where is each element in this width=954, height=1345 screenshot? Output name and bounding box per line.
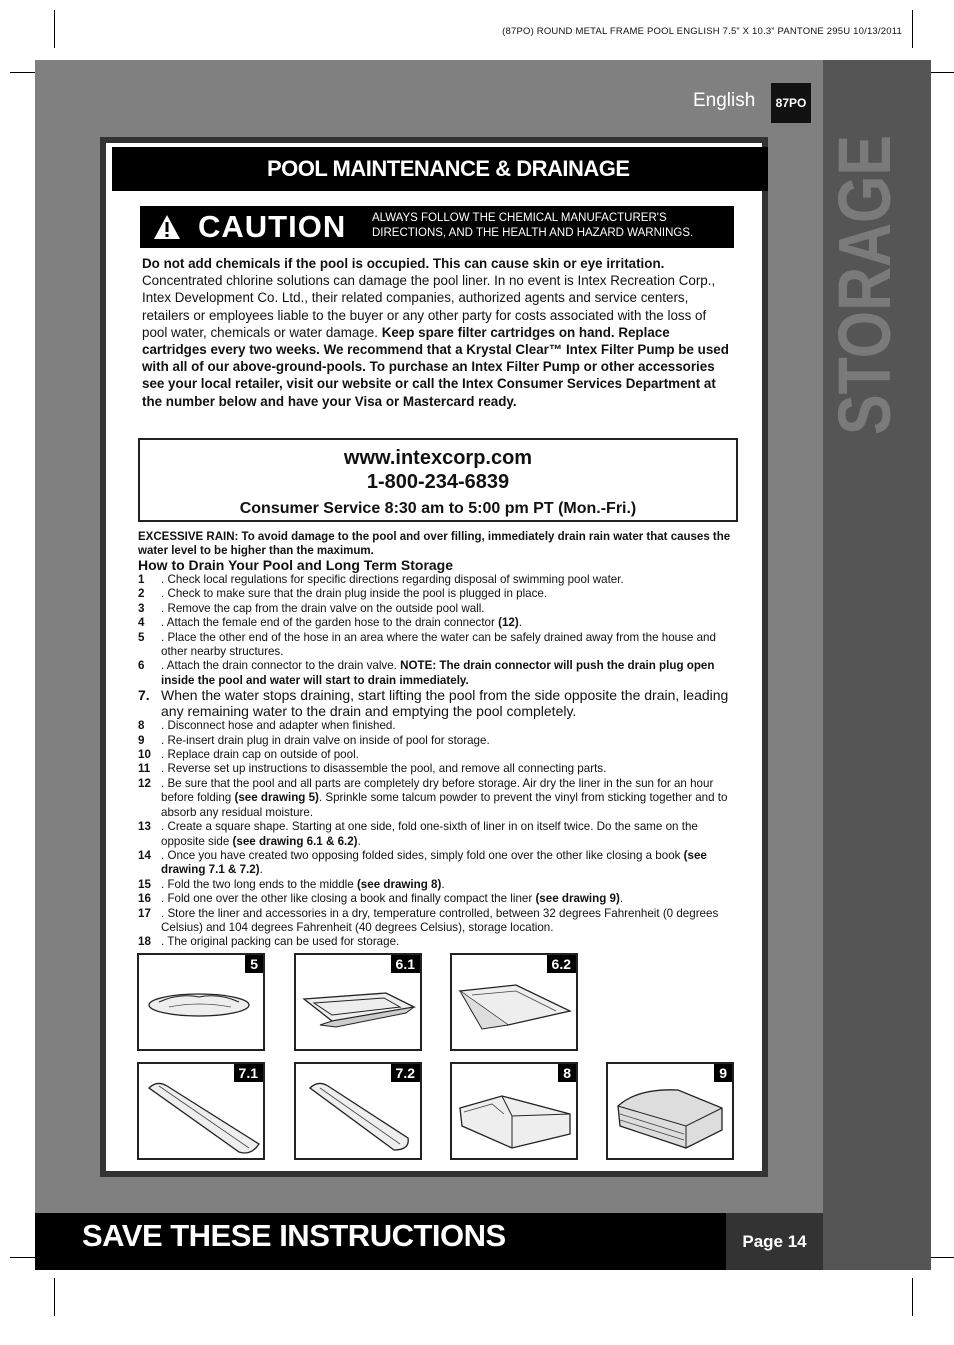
drain-storage-heading: How to Drain Your Pool and Long Term Storage bbox=[138, 557, 454, 573]
step-text: . Place the other end of the hose in an area where the water can be safely drained away from the house and other nearby structures. bbox=[161, 630, 716, 659]
round-liner-illustration bbox=[139, 955, 263, 1049]
step-text: When the water stops draining, start lifting the pool from the side opposite the drain, leading any remaining water to the drain and emptying the pool completely. bbox=[161, 687, 729, 719]
caution-text bbox=[372, 211, 693, 241]
step-text: . The original packing can be used for storage. bbox=[161, 935, 400, 949]
drain-step bbox=[138, 659, 738, 688]
maintenance-paragraph bbox=[142, 255, 734, 410]
drain-steps-list bbox=[138, 573, 738, 950]
footer-title: SAVE THESE INSTRUCTIONS bbox=[82, 1218, 506, 1253]
step-text: . Store the liner and accessories in a dry, temperature controlled, between 32 degrees Fahrenheit (0 degrees Celsius) and 104 degrees Fahrenheit (40 degrees Celsius), storage location. bbox=[161, 906, 719, 934]
crop-mark bbox=[912, 10, 913, 48]
step-number: 14 bbox=[138, 848, 151, 862]
step-emphasis: (see drawing 5) bbox=[234, 791, 319, 805]
language-label: English bbox=[693, 90, 756, 111]
rain-notice: EXCESSIVE RAIN: To avoid damage to the pool and over filling, immediately drain rain water that causes the water level to be higher than the maximum. bbox=[138, 531, 731, 557]
drawing-label: 8 bbox=[558, 1064, 576, 1082]
step-number: 10 bbox=[138, 748, 151, 762]
drawing-label: 7.1 bbox=[234, 1064, 263, 1082]
drain-step bbox=[138, 748, 738, 762]
step-text: . Sprinkle some talcum powder to prevent the vinyl from sticking together and to absorb any residual moisture. bbox=[161, 791, 728, 819]
drawing-label: 9 bbox=[714, 1064, 732, 1082]
drain-step bbox=[138, 878, 738, 892]
step-emphasis: (12) bbox=[498, 616, 519, 630]
step-text: . Reverse set up instructions to disassemble the pool, and remove all connecting parts. bbox=[161, 762, 607, 776]
step-text: . bbox=[518, 616, 522, 630]
step-text: . Fold one over the other like closing a book and finally compact the liner bbox=[161, 892, 536, 906]
model-badge: 87PO bbox=[771, 83, 811, 123]
step-number: 13 bbox=[138, 820, 151, 834]
caution-word: CAUTION bbox=[198, 209, 347, 244]
page-number: Page 14 bbox=[726, 1213, 823, 1270]
drain-step bbox=[138, 602, 738, 616]
drawing-label: 5 bbox=[245, 955, 263, 973]
drawing-6-1 bbox=[294, 953, 422, 1051]
step-number: 11 bbox=[138, 762, 151, 776]
drawing-7-1 bbox=[137, 1062, 265, 1160]
ends-folded-illustration bbox=[452, 1064, 576, 1158]
caution-banner bbox=[140, 206, 734, 248]
step-text: . Once you have created two opposing folded sides, simply fold one over the other like closing a book bbox=[161, 848, 684, 862]
step-text: . Replace drain cap on outside of pool. bbox=[161, 748, 359, 762]
drawing-7-2 bbox=[294, 1062, 422, 1160]
folded-square-illustration bbox=[296, 955, 420, 1049]
contact-box bbox=[138, 438, 738, 522]
chemical-warning: Do not add chemicals if the pool is occupied. This can cause skin or eye irritation. bbox=[142, 256, 665, 271]
caution-line: ALWAYS FOLLOW THE CHEMICAL MANUFACTURER'S bbox=[372, 212, 667, 224]
step-text: . Disconnect hose and adapter when finished. bbox=[161, 719, 396, 733]
step-text: . Check local regulations for specific directions regarding disposal of swimming pool water. bbox=[161, 573, 624, 586]
step-text: . Re-insert drain plug in drain valve on inside of pool for storage. bbox=[161, 733, 490, 747]
step-text: . Be sure that the pool and all parts are completely dry before storage. Air dry the liner in the sun for an hour before folding bbox=[161, 776, 714, 805]
step-number: 9 bbox=[138, 733, 145, 747]
step-number: 6 bbox=[138, 659, 145, 673]
folded-square-illustration bbox=[452, 955, 576, 1049]
drain-step bbox=[138, 892, 738, 906]
step-text: . bbox=[357, 834, 361, 848]
step-emphasis: (see drawing 9) bbox=[535, 892, 620, 906]
step-number: 7. bbox=[138, 687, 150, 704]
crop-mark bbox=[912, 1278, 913, 1316]
drawing-9 bbox=[606, 1062, 734, 1160]
warning-triangle-icon bbox=[152, 213, 182, 241]
drain-step bbox=[138, 777, 738, 820]
step-number: 18 bbox=[138, 935, 151, 949]
section-title: POOL MAINTENANCE & DRAINAGE bbox=[112, 147, 768, 191]
step-number: 4 bbox=[138, 616, 145, 630]
step-emphasis: (see drawing 6.1 & 6.2) bbox=[232, 834, 358, 848]
crop-mark bbox=[54, 10, 55, 48]
drawing-5 bbox=[137, 953, 265, 1051]
step-number: 1 bbox=[138, 573, 145, 586]
step-number: 8 bbox=[138, 719, 145, 733]
step-text: . bbox=[441, 877, 445, 891]
side-title bbox=[823, 70, 906, 440]
step-text: . bbox=[619, 892, 624, 906]
step-number: 15 bbox=[138, 877, 151, 891]
step-text: . Fold the two long ends to the middle bbox=[161, 877, 357, 891]
drawing-8 bbox=[450, 1062, 578, 1160]
step-text: . Attach the drain connector to the drain valve. bbox=[161, 659, 401, 673]
step-text: . Remove the cap from the drain valve on the outside pool wall. bbox=[161, 601, 485, 615]
drain-step bbox=[138, 573, 738, 587]
drain-step bbox=[138, 820, 738, 849]
drain-step bbox=[138, 719, 738, 733]
drain-step bbox=[138, 907, 738, 936]
drain-step bbox=[138, 762, 738, 776]
service-hours: Consumer Service 8:30 am to 5:00 pm PT (Mon.-Fri.) bbox=[239, 500, 637, 517]
drawing-label: 7.2 bbox=[391, 1064, 420, 1082]
step-number: 3 bbox=[138, 601, 145, 615]
phone-number: 1-800-234-6839 bbox=[366, 471, 510, 493]
drain-step bbox=[138, 616, 738, 630]
caution-line: DIRECTIONS, AND THE HEALTH AND HAZARD WARNINGS. bbox=[372, 227, 694, 239]
drain-step bbox=[138, 849, 738, 878]
crop-mark bbox=[54, 1278, 55, 1316]
drain-step bbox=[138, 935, 738, 949]
print-spec-note: (87PO) ROUND METAL FRAME POOL ENGLISH 7.5” X 10.3” PANTONE 295U 10/13/2011 bbox=[502, 26, 902, 37]
filter-advice: Keep spare filter cartridges on hand. Replace cartridges every two weeks. We recommend that a Krystal Clear™ Intex Filter Pump be used with all of our above-ground-pools. To purchase an Intex Filter Pump or other accessories see your local retailer, visit our website or call the Intex Consumer Services Department at the number below and have your Visa or Mastercard ready. bbox=[142, 324, 729, 409]
step-text: . Attach the female end of the garden hose to the drain connector bbox=[161, 616, 499, 630]
step-text: . Create a square shape. Starting at one side, fold one-sixth of liner in on itself twice. Do the same on the opposite side bbox=[161, 820, 698, 848]
drawing-6-2 bbox=[450, 953, 578, 1051]
liability-text: Concentrated chlorine solutions can damage the pool liner. In no event is Intex Recreation Corp., Intex Development Co. Ltd., their related companies, authorized agents and service centers, retailers or employees liable to the buyer or any other party for costs associated with the loss of pool water, chemicals or water damage. bbox=[142, 273, 716, 340]
drawing-label: 6.2 bbox=[547, 955, 576, 973]
compact-liner-illustration bbox=[608, 1064, 732, 1158]
drawing-label: 6.1 bbox=[391, 955, 420, 973]
step-number: 2 bbox=[138, 587, 145, 601]
step-emphasis: NOTE: The drain connector will push the drain plug open inside the pool and water will start to drain immediately. bbox=[161, 659, 715, 687]
step-emphasis: (see drawing 7.1 & 7.2) bbox=[161, 848, 707, 877]
step-text: . bbox=[259, 863, 263, 877]
step-text: . Check to make sure that the drain plug inside the pool is plugged in place. bbox=[161, 587, 548, 601]
drain-step bbox=[138, 587, 738, 601]
step-emphasis: (see drawing 8) bbox=[356, 877, 442, 891]
website-link[interactable]: www.intexcorp.com bbox=[343, 447, 533, 469]
step-number: 5 bbox=[138, 630, 145, 644]
svg-text:STORAGE: STORAGE bbox=[823, 70, 906, 435]
step-number: 12 bbox=[138, 776, 151, 790]
folded-strip-illustration bbox=[296, 1064, 420, 1158]
drain-step bbox=[138, 734, 738, 748]
folded-strip-illustration bbox=[139, 1064, 263, 1158]
drain-step bbox=[138, 688, 738, 719]
drain-step bbox=[138, 631, 738, 660]
step-number: 16 bbox=[138, 892, 151, 906]
step-number: 17 bbox=[138, 906, 151, 920]
content-panel bbox=[100, 137, 768, 1177]
